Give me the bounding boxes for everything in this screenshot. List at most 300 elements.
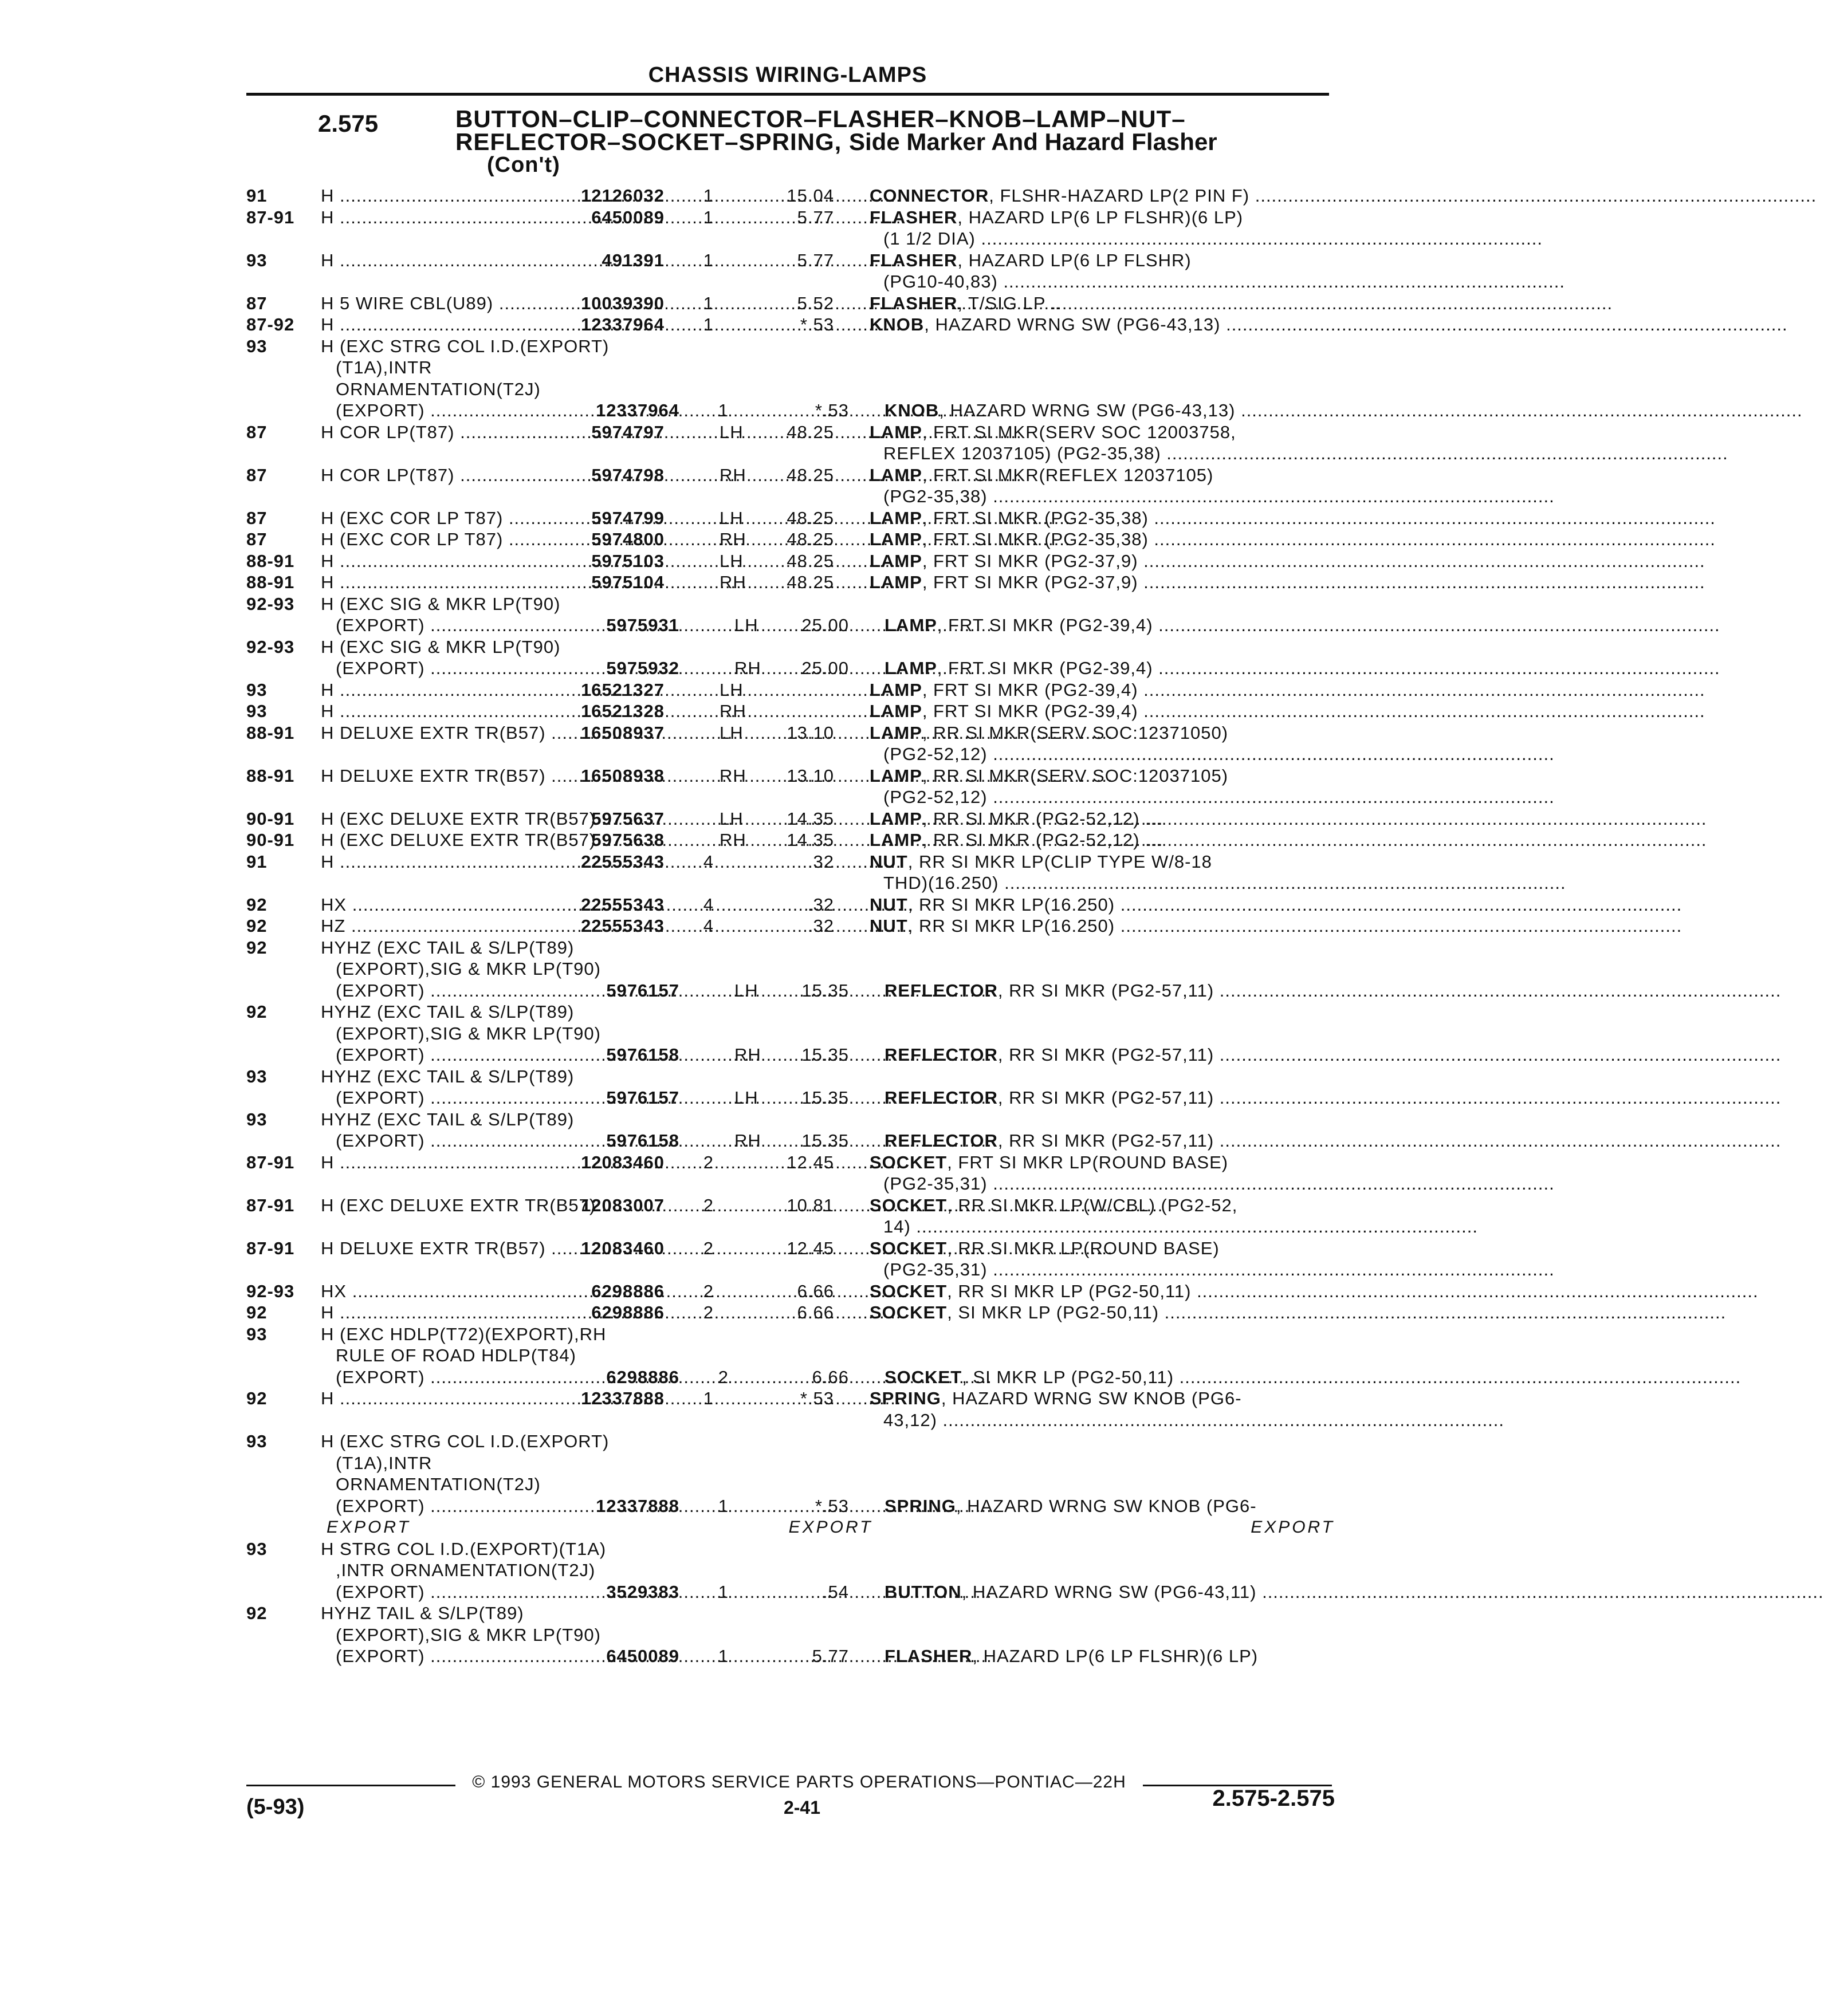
parts-row-line — [246, 1152, 1335, 1174]
parts-row-line — [246, 1602, 1335, 1624]
side — [714, 1152, 754, 1174]
parts-row-line — [246, 228, 1335, 250]
usage-description: H ..... — [321, 314, 573, 336]
part-name — [849, 958, 1303, 980]
parts-row — [246, 1324, 1335, 1388]
parts-row-line — [246, 357, 1335, 379]
part-name — [834, 915, 1288, 937]
usage-description: ORNAMENTATION(T2J) — [336, 1474, 541, 1494]
price: 12.45 — [787, 1152, 834, 1172]
price: 13.10 — [787, 765, 834, 786]
part-number: 12337964 — [596, 400, 679, 420]
part-name-continued: (PG10-40,83) ..... — [870, 271, 1565, 292]
price: 5.77 — [797, 250, 834, 270]
parts-row-line — [246, 250, 1335, 271]
side — [714, 937, 754, 959]
part-name — [834, 572, 1288, 593]
section-number: 2.575 — [318, 110, 379, 137]
price: 5.77 — [797, 207, 834, 227]
quantity: 1 — [718, 1646, 729, 1666]
parts-row — [246, 829, 1335, 851]
usage-description: (EXPORT) ..... — [321, 1130, 588, 1152]
part-number: 12337964 — [581, 314, 665, 334]
parts-row — [246, 1109, 1335, 1152]
usage-description: H ..... — [321, 700, 573, 722]
part-name — [849, 1044, 1303, 1066]
page-number: 2-41 — [783, 1797, 821, 1818]
model-year — [246, 1173, 321, 1195]
part-name-rest: , HAZARD WRNG SW (PG6-43,13) ..... — [924, 314, 1787, 334]
part-name-rest: , FLSHR-HAZARD LP(2 PIN F) ..... — [989, 186, 1817, 206]
export-label: EXPORT — [1251, 1518, 1335, 1537]
price: 48.25 — [787, 507, 834, 528]
part-name — [849, 1367, 1303, 1388]
part-name-continued: (PG2-52,12) ..... — [870, 744, 1555, 764]
part-name-rest: , FRT SI MKR LP(ROUND BASE) — [947, 1152, 1229, 1172]
part-number — [573, 486, 665, 507]
usage-description — [321, 1409, 573, 1431]
part-name-continued: 14) ..... — [870, 1216, 1478, 1237]
quantity — [665, 829, 714, 851]
usage-description: (EXPORT) ..... — [321, 1367, 588, 1388]
part-number: 5974797 — [591, 422, 665, 442]
side — [729, 1367, 769, 1388]
usage-description: H (EXC SIG & MKR LP(T90) — [321, 636, 561, 657]
parts-row — [246, 550, 1335, 572]
side — [714, 314, 754, 336]
usage-description: H ..... — [321, 550, 573, 572]
model-year — [246, 1367, 321, 1388]
price — [769, 1452, 849, 1474]
model-year — [246, 872, 321, 894]
part-number: 5975638 — [591, 830, 665, 850]
part-name-bold: SOCKET — [870, 1238, 948, 1258]
parts-row-line — [246, 1023, 1335, 1045]
part-number — [573, 336, 665, 357]
part-name — [849, 1087, 1303, 1109]
quantity — [679, 1452, 729, 1474]
part-name — [834, 250, 1288, 271]
part-name-rest: , SI MKR LP (PG2-50,11) ..... — [962, 1367, 1741, 1387]
part-number — [588, 1452, 679, 1474]
part-number — [588, 379, 679, 400]
model-year — [246, 615, 321, 636]
price: 25.00 — [801, 658, 849, 678]
part-name-bold: LAMP — [870, 572, 922, 592]
side: LH — [720, 422, 744, 442]
part-name-rest: , HAZARD LP(6 LP FLSHR)(6 LP) — [972, 1646, 1259, 1666]
section-title-line2a: REFLECTOR–SOCKET–SPRING, — [455, 128, 842, 155]
side — [714, 1195, 754, 1216]
quantity — [679, 1044, 729, 1066]
parts-row-line — [246, 400, 1335, 422]
price — [754, 1066, 834, 1088]
part-number: 12337888 — [596, 1495, 679, 1516]
parts-row-line — [246, 1581, 1335, 1603]
quantity — [665, 464, 714, 486]
part-name — [849, 1581, 1303, 1603]
price: 48.25 — [787, 550, 834, 571]
usage-description: HYHZ (EXC TAIL & S/LP(T89) — [321, 1002, 575, 1022]
parts-row-line — [246, 1560, 1335, 1581]
part-name — [849, 1130, 1303, 1152]
part-name-rest: , T/SIG LP ..... — [957, 293, 1613, 313]
usage-description: HX ..... — [321, 894, 573, 916]
parts-row — [246, 1238, 1335, 1281]
usage-description: H ..... — [321, 185, 573, 207]
part-name — [834, 1409, 1288, 1431]
side: RH — [734, 658, 761, 678]
part-name — [834, 1259, 1288, 1281]
price — [769, 1345, 849, 1367]
quantity — [665, 1066, 714, 1088]
parts-row — [246, 937, 1335, 1002]
price — [769, 1624, 849, 1646]
part-number — [573, 1001, 665, 1023]
quantity — [665, 1602, 714, 1624]
part-name-rest: , RR SI MKR (PG2-57,11) ..... — [998, 1131, 1781, 1151]
parts-row-line — [246, 486, 1335, 507]
part-name-rest: , RR SI MKR LP(ROUND BASE) — [947, 1238, 1220, 1258]
usage-description: (EXPORT) ..... — [321, 615, 588, 636]
model-year: 87 — [246, 293, 268, 313]
quantity — [679, 615, 729, 636]
parts-row-line — [246, 1345, 1335, 1367]
parts-row — [246, 679, 1335, 701]
parts-row-line — [246, 572, 1335, 593]
part-number — [573, 1431, 665, 1452]
price: 15.35 — [801, 980, 849, 1001]
price — [754, 486, 834, 507]
part-name-continued: 43,12) ..... — [870, 1410, 1504, 1430]
parts-row — [246, 1001, 1335, 1066]
part-number — [573, 743, 665, 765]
quantity: 1 — [718, 400, 729, 420]
part-name-continued: (1 1/2 DIA) ..... — [870, 229, 1543, 249]
price — [754, 937, 834, 959]
parts-row-line — [246, 336, 1335, 357]
price: 48.25 — [787, 572, 834, 592]
usage-description: (EXPORT) ..... — [321, 1645, 588, 1667]
part-name — [849, 980, 1303, 1002]
price: .32 — [807, 851, 834, 872]
side — [714, 1109, 754, 1131]
usage-description: H (EXC DELUXE EXTR TR(B57) ..... — [321, 829, 573, 851]
model-year: 87-91 — [246, 1238, 295, 1258]
usage-description: H (EXC STRG COL I.D.(EXPORT) — [321, 1431, 610, 1451]
part-name-bold: NUT — [870, 894, 908, 915]
side — [714, 1409, 754, 1431]
usage-description: (T1A),INTR — [336, 357, 433, 377]
parts-row-line — [246, 1195, 1335, 1216]
part-number: 5976157 — [606, 1088, 679, 1108]
part-name-bold: SOCKET — [870, 1152, 948, 1172]
model-year: 93 — [246, 1324, 268, 1344]
price: *.53 — [815, 400, 849, 420]
part-number: 6450089 — [591, 207, 665, 227]
price: 5.52 — [797, 293, 834, 313]
parts-row-line — [246, 1238, 1335, 1259]
side — [714, 1281, 754, 1302]
side — [714, 228, 754, 250]
quantity — [665, 336, 714, 357]
price — [769, 379, 849, 400]
part-name-rest: , RR SI MKR LP(CLIP TYPE W/8-18 — [907, 851, 1212, 872]
part-name — [834, 593, 1288, 615]
usage-description: (EXPORT) ..... — [321, 1495, 588, 1517]
usage-description: H DELUXE EXTR TR(B57) ..... — [321, 765, 573, 787]
side — [714, 851, 754, 873]
parts-row — [246, 464, 1335, 507]
part-name-continued: (PG2-35,38) ..... — [870, 486, 1555, 506]
usage-description: HYHZ (EXC TAIL & S/LP(T89) — [321, 1066, 575, 1086]
side: RH — [720, 572, 746, 592]
quantity: 1 — [703, 207, 714, 227]
model-year: 87 — [246, 507, 268, 528]
side: LH — [720, 679, 744, 700]
part-number: 5974798 — [591, 464, 665, 485]
part-name-continued: REFLEX 12037105) (PG2-35,38) ..... — [870, 443, 1728, 463]
usage-description: (EXPORT) ..... — [321, 400, 588, 422]
part-name — [834, 1066, 1288, 1088]
model-year — [246, 657, 321, 679]
part-name-rest: , FRT SI MKR (PG2-35,38) ..... — [922, 529, 1716, 549]
part-number — [588, 1345, 679, 1367]
model-year: 87 — [246, 422, 268, 442]
part-name-rest: , FRT SI MKR (PG2-39,4) ..... — [937, 658, 1720, 678]
quantity — [665, 765, 714, 787]
model-year: 87 — [246, 464, 268, 485]
part-number: 5975932 — [606, 658, 679, 678]
side — [714, 1259, 754, 1281]
price: 6.66 — [797, 1302, 834, 1322]
quantity — [665, 743, 714, 765]
side — [729, 958, 769, 980]
quantity: 4 — [703, 916, 714, 936]
part-number — [573, 228, 665, 250]
quantity: 4 — [703, 894, 714, 915]
parts-row — [246, 765, 1335, 808]
quantity — [665, 722, 714, 744]
part-name — [834, 1109, 1288, 1131]
model-year: 93 — [246, 1538, 268, 1559]
parts-row-line — [246, 1173, 1335, 1195]
side: LH — [720, 507, 744, 528]
part-number — [573, 1409, 665, 1431]
part-name-bold: SOCKET — [870, 1195, 948, 1215]
model-year: 91 — [246, 186, 268, 206]
part-name-bold: REFLECTOR — [885, 1088, 998, 1108]
usage-description: H ..... — [321, 1388, 573, 1409]
part-name — [834, 422, 1288, 443]
parts-row-line — [246, 1281, 1335, 1302]
side — [714, 636, 754, 658]
model-year: 92-93 — [246, 636, 295, 657]
quantity — [665, 507, 714, 529]
part-name-rest: , RR SI MKR (PG2-57,11) ..... — [998, 1045, 1781, 1065]
parts-row-line — [246, 872, 1335, 894]
part-name — [834, 1388, 1288, 1409]
model-year — [246, 980, 321, 1002]
part-number: 5974800 — [591, 529, 665, 549]
part-number: 16521328 — [581, 701, 665, 721]
price: *.53 — [815, 1495, 849, 1516]
part-number — [573, 786, 665, 808]
side — [729, 1023, 769, 1045]
part-name-rest: , FRT SI MKR(SERV SOC 12003758, — [922, 422, 1236, 442]
parts-row — [246, 1066, 1335, 1109]
footer-rule-left — [246, 1785, 455, 1786]
part-name-bold: SOCKET — [870, 1302, 948, 1322]
parts-row-line — [246, 271, 1335, 293]
part-name-bold: LAMP — [870, 422, 922, 442]
part-name-rest: , HAZARD WRNG SW (PG6-43,13) ..... — [939, 400, 1802, 420]
quantity — [665, 1324, 714, 1345]
parts-list — [246, 185, 1335, 1667]
parts-row — [246, 1195, 1335, 1238]
usage-description — [321, 443, 573, 464]
part-name — [834, 207, 1288, 229]
parts-row-line — [246, 1495, 1335, 1517]
price: *.53 — [800, 1388, 834, 1408]
side — [729, 379, 769, 400]
parts-row-line — [246, 314, 1335, 336]
parts-row-line — [246, 1044, 1335, 1066]
part-name — [834, 336, 1288, 357]
model-year: 92 — [246, 1002, 268, 1022]
parts-row-line — [246, 1388, 1335, 1409]
usage-description: H (EXC DELUXE EXTR TR(B57) ..... — [321, 1195, 573, 1216]
model-year: 92 — [246, 1603, 268, 1623]
quantity — [665, 636, 714, 658]
price: 12.45 — [787, 1238, 834, 1258]
quantity: 2 — [703, 1195, 714, 1215]
part-name — [834, 1538, 1288, 1560]
parts-row-line — [246, 1474, 1335, 1495]
side — [714, 336, 754, 357]
usage-description: H ..... — [321, 851, 573, 873]
model-year — [246, 1624, 321, 1646]
part-name — [834, 700, 1288, 722]
parts-row-line — [246, 1409, 1335, 1431]
part-number — [573, 1602, 665, 1624]
model-year — [246, 958, 321, 980]
parts-row — [246, 636, 1335, 679]
model-year: 90-91 — [246, 808, 295, 829]
part-name — [834, 486, 1288, 507]
part-number: 16521327 — [581, 679, 665, 700]
usage-description: H (EXC STRG COL I.D.(EXPORT) — [321, 336, 610, 356]
footer-copyright: © 1993 GENERAL MOTORS SERVICE PARTS OPERATIONS—PONTIAC—22H — [472, 1773, 1126, 1791]
quantity — [665, 679, 714, 701]
parts-row — [246, 572, 1335, 593]
parts-row-line — [246, 593, 1335, 615]
price — [754, 593, 834, 615]
part-number — [573, 1109, 665, 1131]
parts-row-line — [246, 1130, 1335, 1152]
side — [729, 1474, 769, 1495]
part-name-bold: LAMP — [870, 701, 922, 721]
part-number: 5976157 — [606, 980, 679, 1001]
price — [769, 357, 849, 379]
part-name-bold: FLASHER — [885, 1646, 973, 1666]
price — [754, 1431, 834, 1452]
model-year: 93 — [246, 1066, 268, 1086]
usage-description: H (EXC DELUXE EXTR TR(B57) ..... — [321, 808, 573, 830]
model-year: 87-91 — [246, 1195, 295, 1215]
parts-row-line — [246, 894, 1335, 916]
price — [754, 443, 834, 464]
parts-row-line — [246, 1538, 1335, 1560]
parts-row — [246, 507, 1335, 529]
usage-description: H STRG COL I.D.(EXPORT)(T1A) — [321, 1538, 607, 1559]
part-name-bold: LAMP — [870, 808, 922, 829]
part-name — [834, 464, 1288, 486]
part-number: 6298886 — [606, 1367, 679, 1387]
price: 15.35 — [801, 1088, 849, 1108]
part-name-bold: SPRING — [885, 1495, 956, 1516]
footer-date: (5-93) — [246, 1795, 305, 1819]
quantity — [665, 1259, 714, 1281]
model-year: 92-93 — [246, 1281, 295, 1301]
section-title — [455, 105, 1315, 177]
quantity — [665, 1109, 714, 1131]
model-year — [246, 743, 321, 765]
parts-row-line — [246, 1087, 1335, 1109]
usage-description: (EXPORT) ..... — [321, 980, 588, 1002]
usage-description: (EXPORT),SIG & MKR LP(T90) — [336, 1624, 601, 1645]
price: .54 — [822, 1581, 849, 1602]
price: 15.35 — [801, 1045, 849, 1065]
part-number: 22555343 — [581, 851, 665, 872]
model-year — [246, 1645, 321, 1667]
part-name-bold: FLASHER — [870, 293, 958, 313]
part-name — [834, 228, 1288, 250]
parts-row-line — [246, 700, 1335, 722]
part-name-rest: , RR SI MKR LP(16.250) ..... — [908, 916, 1683, 936]
parts-row — [246, 422, 1335, 464]
part-name-continued: (PG2-35,31) ..... — [870, 1174, 1555, 1194]
side: LH — [720, 722, 744, 743]
quantity — [679, 1474, 729, 1495]
quantity — [665, 700, 714, 722]
model-year — [246, 271, 321, 293]
part-name-bold: LAMP — [885, 658, 937, 678]
usage-description: H (EXC COR LP T87) ..... — [321, 507, 573, 529]
quantity: 1 — [703, 314, 714, 334]
quantity — [665, 786, 714, 808]
parts-row-line — [246, 1645, 1335, 1667]
price: 15.35 — [801, 1131, 849, 1151]
side — [729, 1345, 769, 1367]
parts-row-line — [246, 937, 1335, 959]
part-name-rest: , FRT SI MKR (PG2-39,4) ..... — [937, 615, 1720, 635]
usage-description: H (EXC COR LP T87) ..... — [321, 529, 573, 550]
parts-row-line — [246, 808, 1335, 830]
part-number — [573, 1259, 665, 1281]
price: 14.35 — [787, 808, 834, 829]
model-year: 88-91 — [246, 572, 295, 592]
side — [714, 486, 754, 507]
usage-description: HYHZ (EXC TAIL & S/LP(T89) — [321, 937, 575, 958]
usage-description: (T1A),INTR — [336, 1452, 433, 1473]
parts-row — [246, 207, 1335, 250]
quantity: 2 — [703, 1281, 714, 1301]
part-name-bold: NUT — [870, 916, 908, 936]
model-year: 93 — [246, 336, 268, 356]
price — [769, 958, 849, 980]
quantity — [665, 593, 714, 615]
